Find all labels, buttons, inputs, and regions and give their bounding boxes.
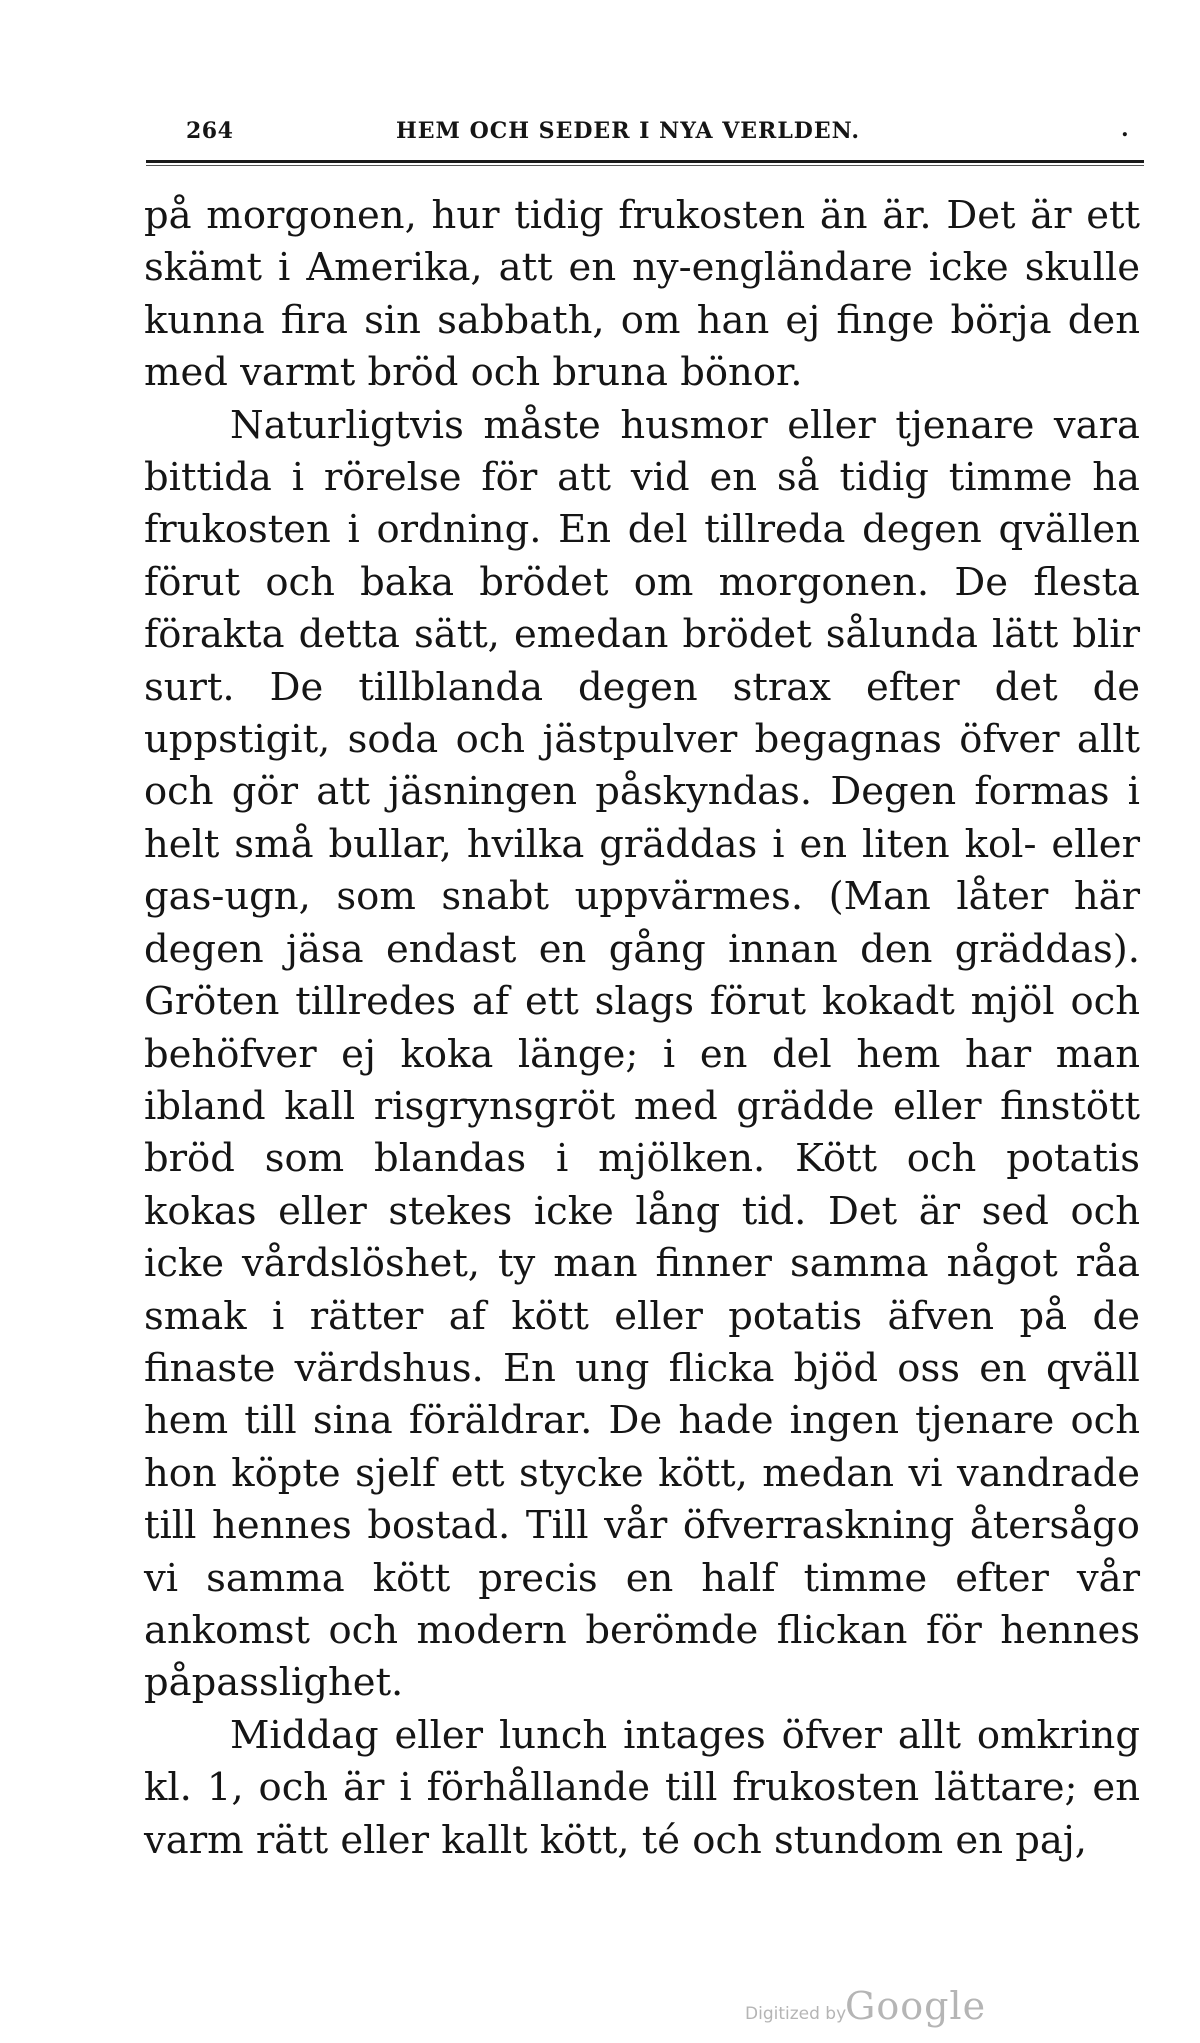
- page-number: 264: [186, 118, 234, 144]
- header-rule: [146, 160, 1144, 163]
- paragraph-1: på morgonen, hur tidig frukosten än är. Det är ett skämt i Amerika, att en ny-engländare icke skulle kunna fira sin sabbath, om han ej finge börja den med varmt bröd och bruna bönor.: [144, 193, 1140, 396]
- running-header: [146, 112, 1140, 152]
- header-trailing-mark: .: [1121, 116, 1129, 142]
- header-rule-thin: [146, 165, 1144, 166]
- watermark-brand: Google: [845, 1984, 987, 2028]
- digitized-watermark: [745, 1984, 1105, 2034]
- running-title: HEM OCH SEDER I NYA VERLDEN.: [396, 118, 861, 144]
- body-text: [144, 190, 1140, 1867]
- watermark-prefix: Digitized by: [745, 2004, 847, 2024]
- paragraph-2: Naturligtvis måste husmor eller tjenare vara bittida i rörelse för att vid en så tidig timme ha frukosten i ordning. En del tillreda degen qvällen förut och baka brödet om morgonen. De flesta förakta detta sätt, emedan brödet sålunda lätt blir surt. De tillblanda degen strax efter det de uppstigit, soda och jästpulver begagnas öfver allt och gör att jäsningen påskyndas. Degen formas i helt små bullar, hvilka gräddas i en liten kol- eller gas-ugn, som snabt uppvärmes. (Man låter här degen jäsa endast en gång innan den gräddas). Gröten tillredes af ett slags förut kokadt mjöl och behöfver ej koka länge; i en del hem har man ibland kall risgrynsgröt med grädde eller finstött bröd som blandas i mjölken. Kött och potatis kokas eller stekes icke lång tid. Det är sed och icke vårdslöshet, ty man finner samma något råa smak i rätter af kött eller potatis äfven på de finaste värdshus. En ung flicka bjöd oss en qväll hem till sina föräldrar. De hade ingen tjenare och hon köpte sjelf ett stycke kött, medan vi vandrade till hennes bostad. Till vår öfverraskning återsågo vi samma kött precis en half timme efter vår ankomst och modern berömde flickan för hennes påpasslighet.: [144, 402, 1140, 1706]
- paragraph-3: Middag eller lunch intages öfver allt omkring kl. 1, och är i förhållande till frukosten lättare; en varm rätt eller kallt kött, té och stundom en paj,: [144, 1712, 1140, 1863]
